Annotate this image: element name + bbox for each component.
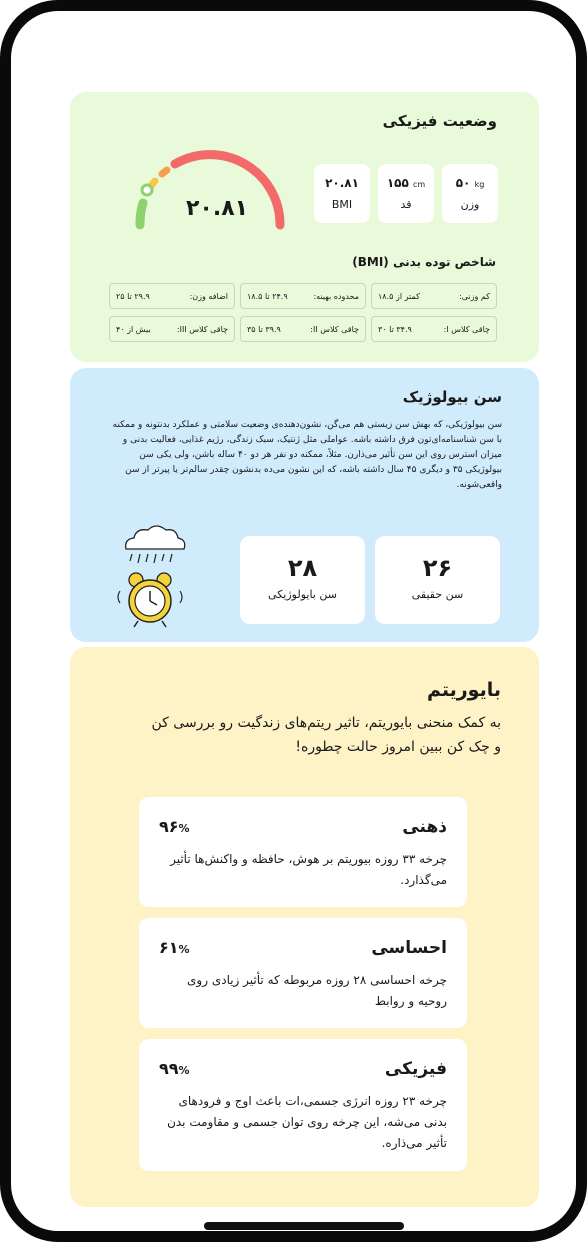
mental-text: چرخه ۳۳ روزه بیوریتم بر هوش، حافظه و واکنش‌ها تأثیر می‌گذارد. bbox=[170, 852, 447, 887]
bmi-cell-range: ۳۹.۹ تا ۳۵ bbox=[247, 324, 281, 334]
mental-title: ذهنی bbox=[402, 817, 447, 837]
bmi-cell-range: کمتر از ۱۸.۵ bbox=[378, 291, 420, 301]
bmi-section-title: شاخص توده بدنی (BMI) bbox=[352, 255, 496, 269]
bmi-cell bbox=[240, 316, 366, 342]
real-age-box bbox=[375, 536, 500, 624]
bmi-cell-range: ۲۴.۹ تا ۱۸.۵ bbox=[247, 291, 288, 301]
mental-percent: ۹۶% bbox=[159, 817, 190, 836]
bio-age-description: سن بیولوژیکی، که بهش سن زیستی هم می‌گن، نشون‌دهنده‌ی وضعیت سلامتی و عملکرد بدنتونه و ممکنه با سن شناسنامه‌ای‌تون فرق داشته باشه. عواملی مثل ژنتیک، سبک زندگی، رژیم غذایی، فعالیت بدنی و میزان استرس روی این سن تأثیر می‌ذارن. مثلاً، ممکنه دو نفر هر دو ۴۰ ساله باشن، ولی یکی سن بیولوژیکی ۳۵ و دیگری ۴۵ سال داشته باشه، که این نشون می‌ده بدنشون چقدر سالم‌تر یا پیرتر از سن واقعی‌شونه. bbox=[112, 420, 502, 490]
biorhythm-title: بایوریتم bbox=[426, 679, 501, 701]
emotional-text: چرخه احساسی ۲۸ روزه مربوطه که تأثیر زیادی روی روحیه و روابط bbox=[187, 973, 447, 1008]
bmi-cell-range: بیش از ۴۰ bbox=[116, 324, 151, 334]
real-age-value: ۲۶ bbox=[422, 554, 453, 582]
height-value: ۱۵۵ bbox=[386, 176, 409, 190]
bmi-stat-value: ۲۰.۸۱ bbox=[325, 176, 359, 190]
bmi-cell bbox=[371, 283, 497, 309]
bmi-cell-label: چاقی کلاس III: bbox=[176, 324, 228, 334]
bmi-cell-label: چاقی کلاس II: bbox=[310, 324, 359, 334]
height-stat bbox=[378, 164, 434, 223]
bmi-cell-label: چاقی کلاس I: bbox=[443, 324, 490, 334]
gauge-indicator bbox=[142, 185, 152, 195]
bmi-stat bbox=[314, 164, 370, 223]
bio-age-box bbox=[240, 536, 365, 624]
emotional-title: احساسی bbox=[371, 938, 447, 958]
physical-status-title: وضعیت فیزیکی bbox=[382, 112, 497, 130]
physical-status-card bbox=[70, 92, 539, 362]
bmi-cell-label: اضافه وزن: bbox=[189, 291, 228, 301]
height-label: قد bbox=[400, 198, 412, 211]
biorhythm-card bbox=[70, 647, 539, 1207]
height-unit: cm bbox=[412, 180, 426, 189]
bmi-cell bbox=[109, 283, 235, 309]
bmi-value: ۲۰.۸۱ bbox=[186, 196, 249, 221]
physical-rhythm-percent: ۹۹% bbox=[159, 1059, 190, 1078]
bmi-stat-label: BMI bbox=[331, 198, 353, 211]
physical-rhythm-text: چرخه ۲۳ روزه انرژی جسمی،ات باعث اوج و فرودهای بدنی می‌شه، این چرخه روی توان جسمی و مقاومت بدن تأثیر می‌ذاره. bbox=[167, 1094, 447, 1150]
physical-rhythm-percent-value: ۹۹ bbox=[159, 1059, 179, 1078]
emotional-percent-value: ۶۱ bbox=[159, 938, 179, 957]
mental-percent-value: ۹۶ bbox=[159, 817, 179, 836]
real-age-label: سن حقیقی bbox=[411, 588, 464, 601]
bio-age-label: سن بایولوژیکی bbox=[268, 588, 337, 601]
stressed-clock-icon bbox=[114, 525, 190, 629]
biorhythm-subtitle: به کمک منحنی بایوریتم، تاثیر ریتم‌های زندگیت رو بررسی کن و چک کن ببین امروز حالت چطوره! bbox=[151, 715, 501, 755]
weight-unit: kg bbox=[474, 180, 485, 189]
bmi-cell-label: کم وزنی: bbox=[459, 291, 490, 301]
emotional-percent: ۶۱% bbox=[159, 938, 190, 957]
home-indicator[interactable] bbox=[204, 1222, 404, 1230]
bmi-cell-range: ۳۴.۹ تا ۳۰ bbox=[378, 324, 412, 334]
bmi-cell bbox=[371, 316, 497, 342]
biorhythm-emotional-card bbox=[139, 918, 467, 1028]
weight-stat bbox=[442, 164, 498, 223]
bio-age-value: ۲۸ bbox=[287, 554, 318, 582]
bio-age-title: سن بیولوژیک bbox=[402, 388, 502, 406]
bmi-cell bbox=[240, 283, 366, 309]
weight-value: ۵۰ bbox=[455, 176, 471, 190]
biorhythm-physical-card bbox=[139, 1039, 467, 1171]
biorhythm-mental-card bbox=[139, 797, 467, 907]
biological-age-card bbox=[70, 368, 539, 642]
bmi-cell-range: ۲۹.۹ تا ۲۵ bbox=[116, 291, 150, 301]
weight-label: وزن bbox=[460, 198, 480, 211]
bmi-cell bbox=[109, 316, 235, 342]
bmi-cell-label: محدوده بهینه: bbox=[313, 291, 359, 301]
physical-rhythm-title: فیزیکی bbox=[384, 1059, 447, 1079]
